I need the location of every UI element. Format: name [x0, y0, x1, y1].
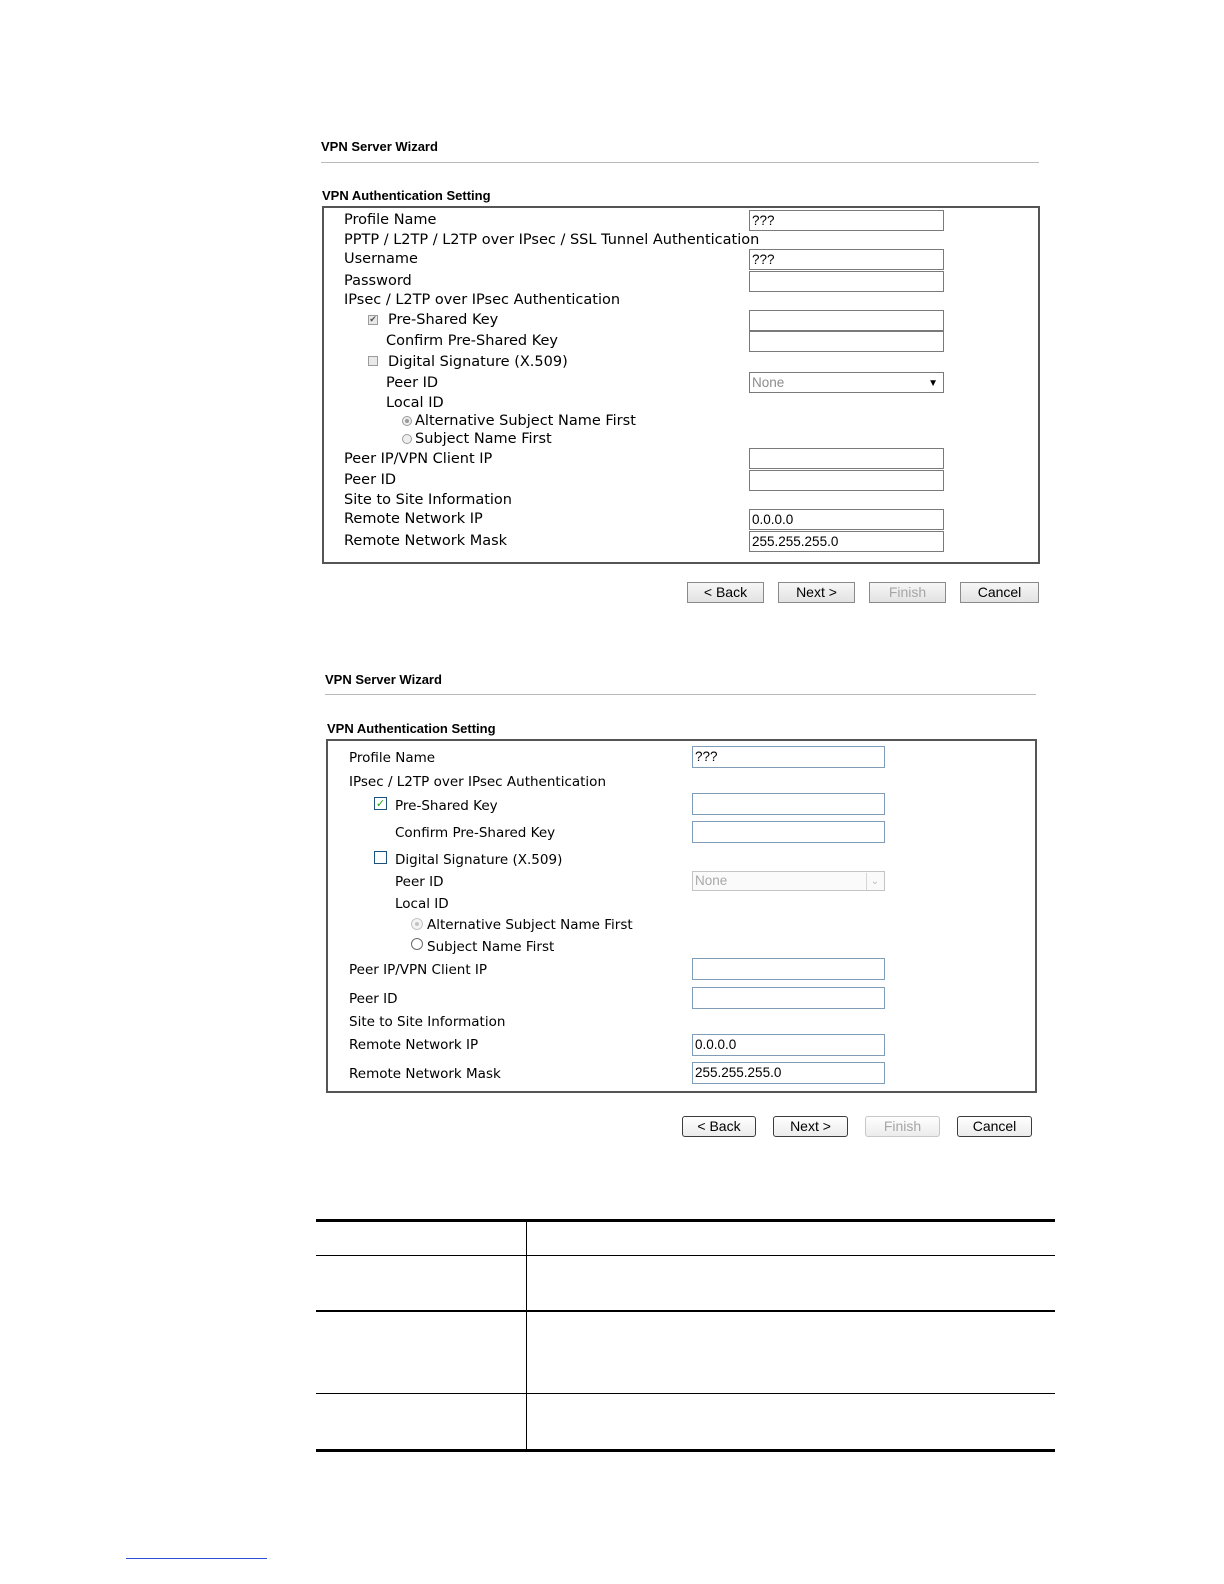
- tunnel-auth-heading: PPTP / L2TP / L2TP over IPsec / SSL Tunnel Authentication: [344, 232, 760, 248]
- back-button[interactable]: < Back: [687, 582, 764, 603]
- table-header-rule: [316, 1255, 1055, 1256]
- confirm-pre-shared-key-input[interactable]: [692, 821, 885, 843]
- profile-name-label: Profile Name: [349, 750, 436, 766]
- confirm-pre-shared-key-label: Confirm Pre-Shared Key: [386, 333, 558, 349]
- cert-peer-id-value: None: [752, 375, 785, 390]
- pre-shared-key-checkbox[interactable]: ✔: [369, 315, 377, 325]
- cancel-button[interactable]: Cancel: [957, 1116, 1032, 1137]
- remote-network-ip-input[interactable]: 0.0.0.0: [749, 509, 944, 530]
- pre-shared-key-input[interactable]: [749, 310, 944, 331]
- remote-network-mask-input[interactable]: 255.255.255.0: [692, 1062, 885, 1084]
- cert-peer-id-value: None: [695, 873, 728, 888]
- back-button[interactable]: < Back: [682, 1116, 756, 1137]
- peer-id-input[interactable]: [692, 987, 885, 1009]
- peer-ip-label: Peer IP/VPN Client IP: [344, 451, 493, 467]
- table-row-rule: [316, 1310, 1055, 1312]
- section-title: VPN Authentication Setting: [327, 721, 496, 736]
- username-label: Username: [344, 251, 418, 267]
- site-to-site-heading: Site to Site Information: [349, 1014, 506, 1030]
- cert-peer-id-select[interactable]: [749, 372, 944, 393]
- next-button[interactable]: Next >: [773, 1116, 848, 1137]
- remote-network-mask-label: Remote Network Mask: [344, 533, 508, 549]
- table-bottom-rule: [316, 1449, 1055, 1452]
- wizard-title: VPN Server Wizard: [325, 672, 442, 687]
- finish-button[interactable]: Finish: [869, 582, 946, 603]
- table-row-rule: [316, 1393, 1055, 1394]
- peer-id-input[interactable]: [749, 470, 944, 491]
- digital-signature-checkbox[interactable]: [374, 851, 387, 864]
- digital-signature-checkbox[interactable]: [368, 356, 378, 366]
- profile-name-label: Profile Name: [344, 212, 437, 228]
- pre-shared-key-input[interactable]: [692, 793, 885, 815]
- cert-peer-id-label: Peer ID: [386, 375, 439, 391]
- subject-first-radio[interactable]: [402, 434, 412, 444]
- remote-network-mask-input[interactable]: 255.255.255.0: [749, 531, 944, 552]
- ipsec-auth-heading: IPsec / L2TP over IPsec Authentication: [344, 292, 621, 308]
- password-input[interactable]: [749, 271, 944, 292]
- local-id-label: Local ID: [386, 395, 444, 411]
- chevron-down-icon: ⌄: [866, 873, 883, 890]
- cert-peer-id-select[interactable]: [692, 871, 885, 891]
- section-title: VPN Authentication Setting: [322, 188, 491, 203]
- subject-first-radio[interactable]: [411, 938, 423, 950]
- peer-ip-input[interactable]: [749, 448, 944, 469]
- title-divider: [325, 694, 1036, 695]
- ipsec-auth-heading: IPsec / L2TP over IPsec Authentication: [349, 774, 607, 790]
- pre-shared-key-checkbox[interactable]: ✓: [375, 797, 386, 810]
- profile-name-input[interactable]: ???: [692, 746, 885, 768]
- site-to-site-heading: Site to Site Information: [344, 492, 512, 508]
- remote-network-ip-label: Remote Network IP: [344, 511, 483, 527]
- peer-ip-input[interactable]: [692, 958, 885, 980]
- password-label: Password: [344, 273, 412, 289]
- cancel-button[interactable]: Cancel: [960, 582, 1039, 603]
- remote-network-mask-label: Remote Network Mask: [349, 1066, 501, 1082]
- confirm-pre-shared-key-label: Confirm Pre-Shared Key: [395, 825, 556, 841]
- wizard-title: VPN Server Wizard: [321, 139, 438, 154]
- alt-subject-first-label: Alternative Subject Name First: [415, 413, 636, 429]
- digital-signature-label: Digital Signature (X.509): [395, 852, 563, 868]
- profile-name-input[interactable]: ???: [749, 210, 944, 231]
- peer-ip-label: Peer IP/VPN Client IP: [349, 962, 488, 978]
- subject-first-label: Subject Name First: [415, 431, 552, 447]
- remote-network-ip-label: Remote Network IP: [349, 1037, 479, 1053]
- subject-first-label: Subject Name First: [427, 939, 555, 955]
- local-id-label: Local ID: [395, 896, 449, 912]
- table-column-divider: [526, 1221, 527, 1450]
- next-button[interactable]: Next >: [778, 582, 855, 603]
- cert-peer-id-label: Peer ID: [395, 874, 444, 890]
- finish-button[interactable]: Finish: [865, 1116, 940, 1137]
- username-input[interactable]: ???: [749, 249, 944, 270]
- table-top-rule: [316, 1219, 1055, 1222]
- alt-subject-first-label: Alternative Subject Name First: [427, 917, 633, 933]
- remote-network-ip-input[interactable]: 0.0.0.0: [692, 1034, 885, 1056]
- title-divider: [321, 162, 1039, 163]
- pre-shared-key-label: Pre-Shared Key: [388, 312, 499, 328]
- digital-signature-label: Digital Signature (X.509): [388, 354, 568, 370]
- pre-shared-key-label: Pre-Shared Key: [395, 798, 498, 814]
- peer-id-label: Peer ID: [349, 991, 398, 1007]
- peer-id-label: Peer ID: [344, 472, 397, 488]
- confirm-pre-shared-key-input[interactable]: [749, 331, 944, 352]
- alt-subject-first-radio[interactable]: [402, 416, 412, 426]
- dropdown-arrow-icon: ▼: [928, 378, 938, 389]
- alt-subject-first-radio[interactable]: [411, 918, 423, 930]
- footnote-rule: [126, 1558, 267, 1559]
